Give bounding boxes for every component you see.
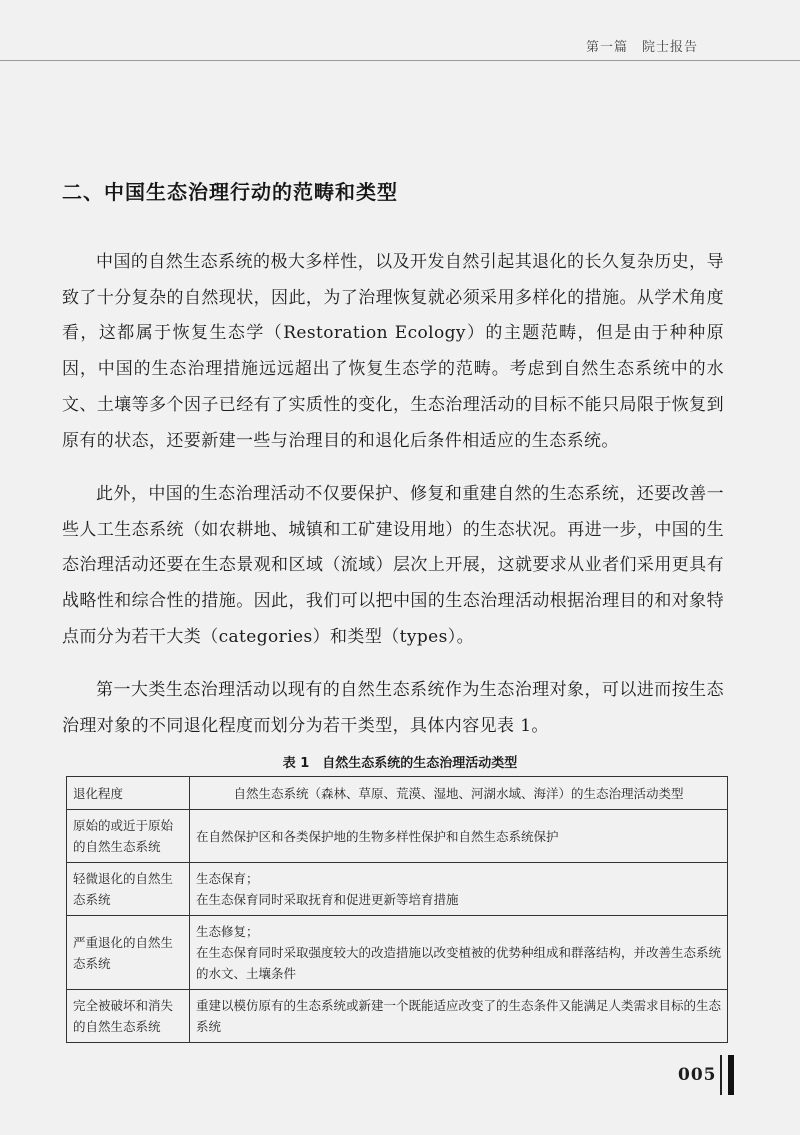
degradation-degree-cell: 严重退化的自然生态系统 (67, 916, 190, 990)
activity-type-cell: 在自然保护区和各类保护地的生物多样性保护和自然生态系统保护 (190, 810, 728, 863)
paragraph: 中国的自然生态系统的极大多样性，以及开发自然引起其退化的长久复杂历史，导致了十分复杂的自然现状，因此，为了治理恢复就必须采用多样化的措施。从学术角度看，这都属于恢复生态学（Restoration Ecology）的主题范畴，但是由于种种原因，中国的生态治理措施远远超出了恢复生态学的范畴。考虑到自然生态系统中的水文、土壤等多个因子已经有了实质性的变化，生态治理活动的目标不能只局限于恢复到原有的状态，还要新建一些与治理目的和退化后条件相适应的生态系统。 (62, 252, 724, 451)
table-row (67, 916, 728, 990)
section-heading: 二、中国生态治理行动的范畴和类型 (62, 180, 398, 204)
paragraph: 第一大类生态治理活动以现有的自然生态系统作为生态治理对象，可以进而按生态治理对象的不同退化程度而划分为若干类型，具体内容见表 1。 (62, 680, 724, 736)
table-row (67, 990, 728, 1043)
degradation-degree-cell: 原始的或近于原始的自然生态系统 (67, 810, 190, 863)
page-number: 005 (678, 1065, 717, 1085)
table-header-cell: 退化程度 (67, 777, 190, 810)
activity-type-cell: 生态保育； 在生态保育同时采取抚育和促进更新等培育措施 (190, 863, 728, 916)
running-header: 第一篇 院士报告 (585, 40, 698, 55)
degradation-degree-cell: 完全被破坏和消失的自然生态系统 (67, 990, 190, 1043)
header-rule (0, 60, 800, 61)
table-header-row (67, 777, 728, 810)
activity-type-cell: 重建以模仿原有的生态系统或新建一个既能适应改变了的生态条件又能满足人类需求目标的生态系统 (190, 990, 728, 1043)
table-header-cell: 自然生态系统（森林、草原、荒漠、湿地、河湖水域、海洋）的生态治理活动类型 (190, 777, 728, 810)
paragraph: 此外，中国的生态治理活动不仅要保护、修复和重建自然的生态系统，还要改善一些人工生态系统（如农耕地、城镇和工矿建设用地）的生态状况。再进一步，中国的生态治理活动还要在生态景观和区域（流域）层次上开展，这就要求从业者们采用更具有战略性和综合性的措施。因此，我们可以把中国的生态治理活动根据治理目的和对象特点而分为若干大类（categories）和类型（types）。 (62, 484, 724, 647)
table-row (67, 810, 728, 863)
table-caption: 表 1 自然生态系统的生态治理活动类型 (282, 756, 518, 771)
degradation-table (66, 776, 728, 1043)
degradation-degree-cell: 轻微退化的自然生态系统 (67, 863, 190, 916)
table-row (67, 863, 728, 916)
page-edge-mark (728, 1055, 734, 1095)
activity-type-cell: 生态修复； 在生态保育同时采取强度较大的改造措施以改变植被的优势种组成和群落结构，并改善生态系统的水文、土壤条件 (190, 916, 728, 990)
table-body (67, 810, 728, 1043)
page-edge-mark (720, 1055, 722, 1095)
